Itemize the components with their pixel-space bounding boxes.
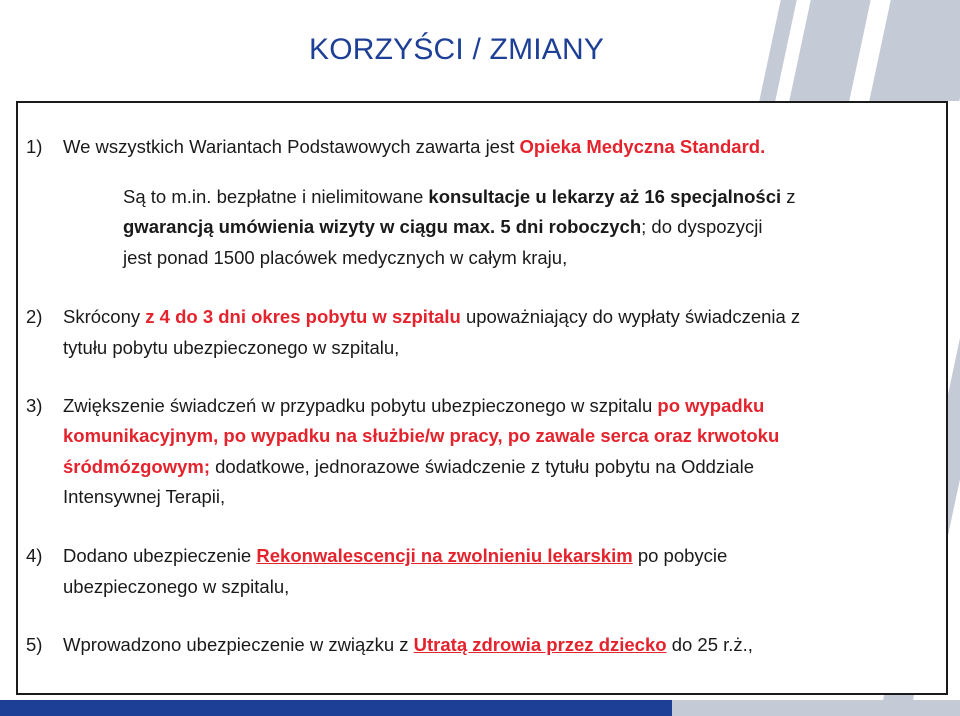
- list-item-4-line-2: ubezpieczonego w szpitalu,: [63, 576, 290, 597]
- item-number: 1): [26, 136, 43, 157]
- decor-stripe: [759, 0, 796, 101]
- highlight: śródmózgowym;: [63, 456, 210, 477]
- list-item-2-line-2: tytułu pobytu ubezpieczonego w szpitalu,: [63, 337, 400, 358]
- slide-title: KORZYŚCI / ZMIANY: [309, 33, 605, 66]
- item-text: Skrócony z 4 do 3 dni okres pobytu w szpitalu upoważniający do wypłaty świadczenia z: [63, 306, 801, 327]
- bold-phrase: gwarancją umówienia wizyty w ciągu max. 5 dni roboczych: [123, 216, 642, 237]
- highlight-link: Rekonwalescencji na zwolnieniu lekarskim: [256, 545, 633, 566]
- item-text: Dodano ubezpieczenie Rekonwalescencji na zwolnieniu lekarskim po pobycie: [63, 545, 728, 566]
- list-item-1-sub-line-2: gwarancją umówienia wizyty w ciągu max. 5 dni roboczych; do dyspozycji: [123, 216, 763, 237]
- item-text: Wprowadzono ubezpieczenie w związku z Utratą zdrowia przez dziecko do 25 r.ż.,: [63, 634, 753, 655]
- list-item-1-sub-line-1: Są to m.in. bezpłatne i nielimitowane konsultacje u lekarzy aż 16 specjalności z: [123, 186, 796, 207]
- item-text: Zwiększenie świadczeń w przypadku pobytu ubezpieczonego w szpitalu po wypadku: [63, 395, 765, 416]
- footer-bar: [0, 700, 960, 716]
- list-item-3-line-4: Intensywnej Terapii,: [63, 486, 226, 507]
- highlight: Opieka Medyczna Standard: [519, 136, 761, 157]
- list-item-3-line-2: komunikacyjnym, po wypadku na służbie/w pracy, po zawale serca oraz krwotoku: [63, 425, 780, 446]
- item-number: 3): [26, 395, 43, 416]
- bold-phrase: konsultacje u lekarzy aż 16 specjalności: [428, 186, 782, 207]
- decor-stripe: [869, 0, 960, 101]
- item-text: We wszystkich Wariantach Podstawowych zawarta jest Opieka Medyczna Standard.: [63, 136, 766, 157]
- decor-stripe: [789, 0, 870, 101]
- item-number: 2): [26, 306, 43, 327]
- item-number: 5): [26, 634, 43, 655]
- item-number: 4): [26, 545, 43, 566]
- highlight: po wypadku: [657, 395, 765, 416]
- content-box: [16, 101, 948, 695]
- highlight-link: Utratą zdrowia przez dziecko: [413, 634, 667, 655]
- list-item-3-line-3: śródmózgowym; dodatkowe, jednorazowe świadczenie z tytułu pobytu na Oddziale: [63, 456, 755, 477]
- list-item-1-sub-line-3: jest ponad 1500 placówek medycznych w całym kraju,: [123, 247, 568, 268]
- highlight: z 4 do 3 dni okres pobytu w szpitalu: [145, 306, 461, 327]
